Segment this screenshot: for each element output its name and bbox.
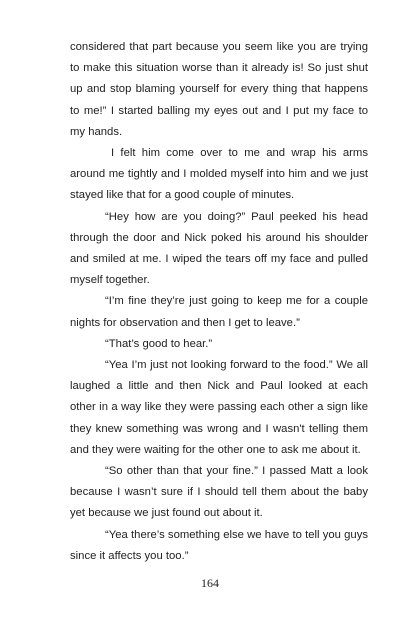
paragraph: “I’m fine they’re just going to keep me for a couple nights for observation and then I get to leave.” [70, 295, 368, 329]
paragraph: “Yea there’s something else we have to tell you guys since it affects you too.” [70, 528, 368, 562]
paragraph: “So other than that your fine.” I passed Matt a look because I wasn’t sure if I should tell them about the baby yet because we just found out about it. [70, 465, 368, 520]
paragraph: I felt him come over to me and wrap his arms around me tightly and I molded myself into him and we just stayed like that for a good couple of minutes. [70, 147, 368, 202]
page-body-text [70, 37, 368, 567]
paragraph: “Yea I’m just not looking forward to the food.” We all laughed a little and then Nick and Paul looked at each other in a way like they were passing each other a sign like they knew something was wrong and I wasn't telling them and they were waiting for the other one to ask me about it. [70, 359, 368, 456]
page-number: 164 [201, 576, 219, 590]
paragraph: “That’s good to hear.” [105, 337, 213, 350]
paragraph: considered that part because you seem like you are trying to make this situation worse than it already is! So just shut up and stop blaming yourself for every thing that happens to me!” I started balling my eyes out and I put my face to my hands. [70, 41, 368, 138]
paragraph: “Hey how are you doing?” Paul peeked his head through the door and Nick poked his around his shoulder and smiled at me. I wiped the tears off my face and pulled myself together. [70, 210, 368, 287]
